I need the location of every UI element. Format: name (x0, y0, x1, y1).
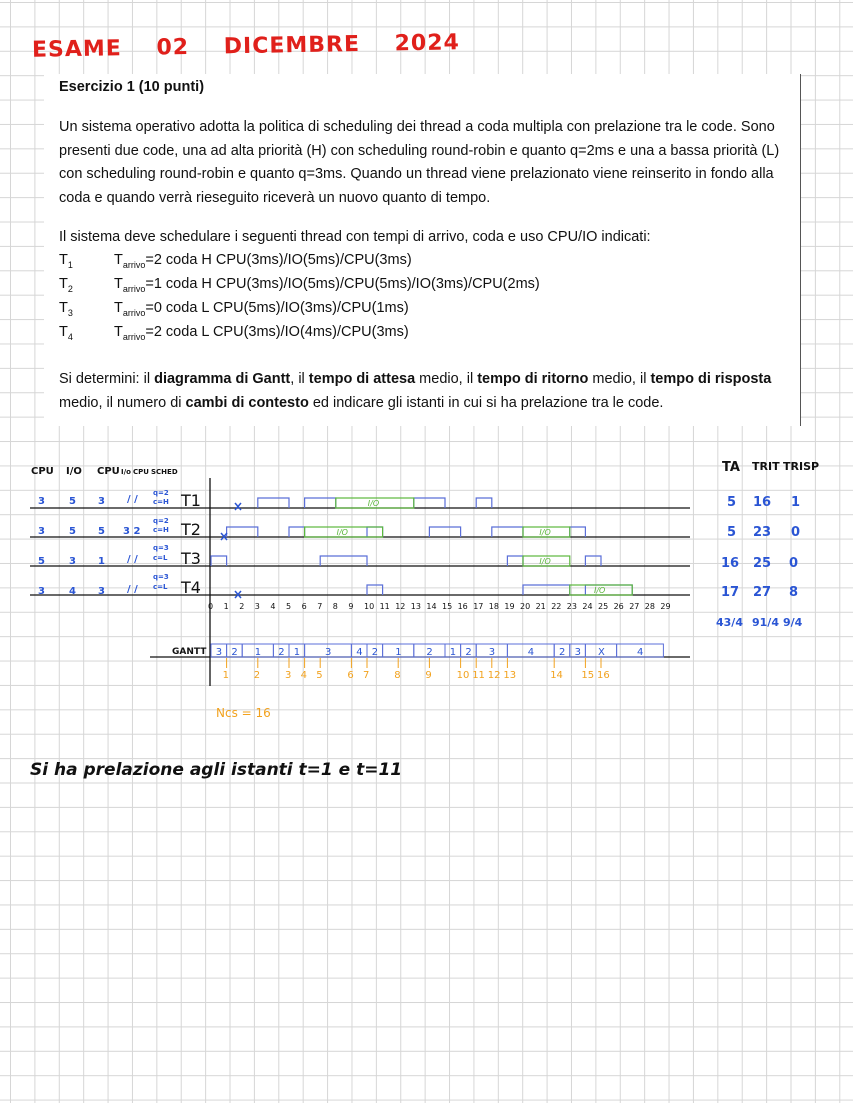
avg-trisp: 9/4 (783, 616, 803, 629)
axis-tick-label: 17 (473, 602, 484, 611)
switch-label: 11 (472, 670, 485, 681)
switch-label: 5 (316, 670, 323, 681)
row-cpu2: 3 (98, 496, 105, 507)
row-cpu: 3 (38, 526, 45, 537)
stat-trit: 23 (753, 525, 772, 540)
axis-tick-label: 24 (582, 602, 593, 611)
axis-tick-label: 26 (613, 602, 624, 611)
thread-label: T3 (181, 549, 201, 568)
axis-tick-label: 5 (286, 602, 292, 611)
gantt-cell-label: 3 (488, 647, 496, 658)
row-cpu2: 3 (98, 586, 105, 597)
gantt-cell-label: 2 (231, 647, 238, 658)
axis-tick-label: 15 (442, 602, 453, 611)
switch-label: 9 (425, 670, 432, 681)
gantt-cell-label: X (598, 647, 605, 658)
header-io: I/O (66, 466, 82, 477)
switch-label: 13 (503, 670, 517, 681)
axis-tick-label: 0 (208, 602, 214, 611)
switch-label: 14 (550, 670, 563, 681)
row-queue: c=H (153, 526, 169, 534)
io-label: I/O (336, 528, 348, 537)
gantt-cell-label: 1 (395, 647, 402, 658)
row-io: 3 (69, 556, 76, 567)
switch-label: 2 (253, 670, 261, 681)
stat-trisp: 0 (789, 556, 799, 571)
gantt-cell-label: 1 (449, 647, 457, 658)
row-io: 5 (69, 526, 76, 537)
gantt-cell-label: 4 (356, 647, 363, 658)
cpu-burst (492, 527, 523, 537)
stat-ta: 16 (721, 556, 740, 571)
header-cpu2: CPU (97, 466, 120, 477)
cpu-burst (258, 498, 289, 508)
cpu-burst (227, 527, 258, 537)
thread-label: T2 (181, 520, 201, 539)
cpu-bars (211, 498, 632, 595)
row-queue: c=L (153, 583, 168, 591)
axis-tick-label: 23 (566, 602, 577, 611)
switch-label: 1 (222, 670, 229, 681)
row-cpu2: 1 (98, 556, 105, 567)
axis-tick-label: 12 (395, 602, 406, 611)
gantt-cell-label: 2 (371, 647, 379, 658)
row-quantum: q=2 (153, 489, 169, 497)
cpu-burst (585, 585, 632, 595)
gantt-label: GANTT (172, 647, 207, 657)
switch-label: 4 (300, 670, 307, 681)
axis-tick-label: 29 (660, 602, 671, 611)
switch-label: 7 (363, 670, 370, 681)
thread-spec-row: $T_3$ $T_{arrivo}=0$ coda L CPU(5ms)/IO(3ms)/CPU(1ms) (59, 300, 409, 318)
stat-trit: 27 (753, 585, 772, 600)
stat-trisp: 1 (791, 495, 801, 510)
axis-tick-label: 21 (535, 602, 546, 611)
gantt-cell-label: 2 (278, 647, 285, 658)
axis-tick-label: 27 (629, 602, 640, 611)
axis-tick-label: 6 (301, 602, 307, 611)
row-extra: / / (127, 584, 138, 595)
row-quantum: q=3 (153, 573, 169, 581)
row-quantum: q=2 (153, 517, 169, 525)
gantt-cell-label: 1 (293, 647, 301, 658)
axis-tick-label: 28 (644, 602, 655, 611)
gantt-cell-label: 2 (559, 647, 566, 658)
axis-tick-label: 16 (457, 602, 468, 611)
exercise-paragraph-2: Il sistema deve schedulare i seguenti thread con tempi di arrivo, coda e uso CPU/IO indicati: (59, 229, 651, 245)
thread-label: T4 (181, 578, 201, 597)
cpu-burst (211, 556, 227, 566)
cpu-burst (507, 556, 523, 566)
switch-label: 8 (394, 670, 401, 681)
stats-header-trisp: TRISP (783, 460, 820, 473)
io-label: I/O (539, 528, 551, 537)
preemption-note: Si ha prelazione agli istanti t=1 e t=11 (30, 760, 403, 780)
axis-tick-label: 25 (598, 602, 609, 611)
gantt-cell-label: 3 (215, 647, 223, 658)
cpu-burst (320, 556, 367, 566)
gantt-cell-label: 1 (254, 647, 262, 658)
gantt-cell-label: 4 (637, 647, 644, 658)
axis-tick-label: 11 (379, 602, 390, 611)
axis-ticks (208, 602, 671, 611)
axis-tick-label: 19 (504, 602, 515, 611)
row-queue: c=H (153, 498, 169, 506)
cpu-burst (289, 527, 305, 537)
row-queue: c=L (153, 554, 168, 562)
header-io2: I/o (121, 468, 131, 476)
cpu-burst (414, 498, 445, 508)
axis-tick-label: 18 (488, 602, 499, 611)
cpu-burst (429, 527, 460, 537)
gantt-cell-label: 2 (426, 647, 433, 658)
thread-spec-row: $T_1$ $T_{arrivo}=2$ coda H CPU(3ms)/IO(5ms)/CPU(3ms) (59, 252, 412, 270)
io-label: I/O (594, 586, 606, 595)
avg-trit: 91/4 (752, 616, 779, 629)
cpu-burst (367, 585, 383, 595)
gantt-cell-label: 3 (574, 647, 581, 658)
row-cpu: 5 (38, 556, 45, 567)
axis-tick-label: 10 (364, 602, 375, 611)
switch-label: 16 (597, 670, 610, 681)
switch-label: 3 (285, 670, 292, 681)
cpu-burst (367, 527, 383, 537)
thread-spec-row: $T_4$ $T_{arrivo}=2$ coda L CPU(3ms)/IO(4ms)/CPU(3ms) (59, 324, 409, 342)
switch-label: 15 (581, 670, 595, 681)
row-io: 4 (69, 586, 76, 597)
axis-tick-label: 7 (317, 602, 323, 611)
axis-tick-label: 9 (348, 602, 354, 611)
gantt-cell-label: 2 (465, 647, 472, 658)
axis-tick-label: 20 (520, 602, 531, 611)
cpu-burst (570, 527, 586, 537)
row-cpu: 3 (38, 496, 45, 507)
gantt-cells (211, 644, 663, 658)
exercise-paragraph-1: Un sistema operativo adotta la politica di scheduling dei thread a coda multipla con prelazione tra le code. Sono presenti due code, una ad alta priorità (H) con scheduling round-robin e quanto q=2ms e una a bassa priorità (L) con scheduling round-robin e quanto q=3ms. Quando un thread viene prelazionato viene reinserito in fondo alla coda e quando verrà rieseguito riceverà un nuovo quanto di tempo. (59, 119, 780, 206)
cpu-burst (305, 498, 336, 508)
stat-trisp: 0 (791, 525, 801, 540)
header-cpu3: CPU (133, 468, 149, 476)
axis-tick-label: 8 (332, 602, 338, 611)
exercise-heading: Esercizio 1 (10 punti) (59, 79, 205, 95)
row-cpu2: 5 (98, 526, 105, 537)
cpu-burst (523, 585, 570, 595)
header-cpu: CPU (31, 466, 54, 477)
context-switch-count: Ncs = 16 (216, 706, 271, 720)
switch-label: 10 (456, 670, 470, 681)
axis-tick-label: 1 (223, 602, 229, 611)
stats-header-ta: TA (722, 460, 740, 475)
exercise-paragraph-3: Si determini: il diagramma di Gantt, il tempo di attesa medio, il tempo di ritorno medio, il tempo di risposta medio, il numero di cambi di contesto ed indicare gli istanti in cui si ha prelazione tra le code. (59, 371, 772, 411)
thread-label: T1 (181, 491, 201, 510)
row-quantum: q=3 (153, 544, 169, 552)
header-sched: SCHED (151, 468, 178, 476)
arrival-marks (221, 503, 241, 598)
row-extra: 3 2 (123, 526, 141, 537)
row-extra: / / (127, 554, 138, 565)
io-label: I/O (367, 499, 380, 508)
stat-trisp: 8 (789, 585, 799, 600)
axis-tick-label: 13 (410, 602, 421, 611)
gantt-cell-label: 3 (325, 647, 332, 658)
thread-spec-row: $T_2$ $T_{arrivo}=1$ coda H CPU(3ms)/IO(5ms)/CPU(5ms)/IO(3ms)/CPU(2ms) (59, 276, 540, 294)
cpu-burst (585, 556, 601, 566)
stats-header-trit: TRIT (752, 460, 780, 473)
axis-tick-label: 2 (239, 602, 245, 611)
context-switches (223, 658, 610, 681)
switch-label: 6 (347, 670, 354, 681)
gantt-cell-label: 4 (527, 647, 535, 658)
stat-ta: 17 (721, 585, 740, 600)
axis-tick-label: 14 (426, 602, 437, 611)
row-extra: / / (127, 494, 138, 505)
io-label: I/O (539, 557, 551, 566)
row-cpu: 3 (38, 586, 45, 597)
row-io: 5 (69, 496, 76, 507)
stat-ta: 5 (727, 495, 737, 510)
cpu-burst (476, 498, 492, 508)
axis-tick-label: 4 (270, 602, 276, 611)
axis-tick-label: 3 (254, 602, 260, 611)
stat-ta: 5 (727, 525, 737, 540)
switch-label: 12 (487, 670, 501, 681)
avg-ta: 43/4 (716, 616, 743, 629)
axis-tick-label: 22 (551, 602, 562, 611)
stat-trit: 16 (753, 495, 772, 510)
stat-trit: 25 (753, 556, 772, 571)
exam-title: ESAME 02 DICEMBRE 2024 (31, 30, 461, 63)
